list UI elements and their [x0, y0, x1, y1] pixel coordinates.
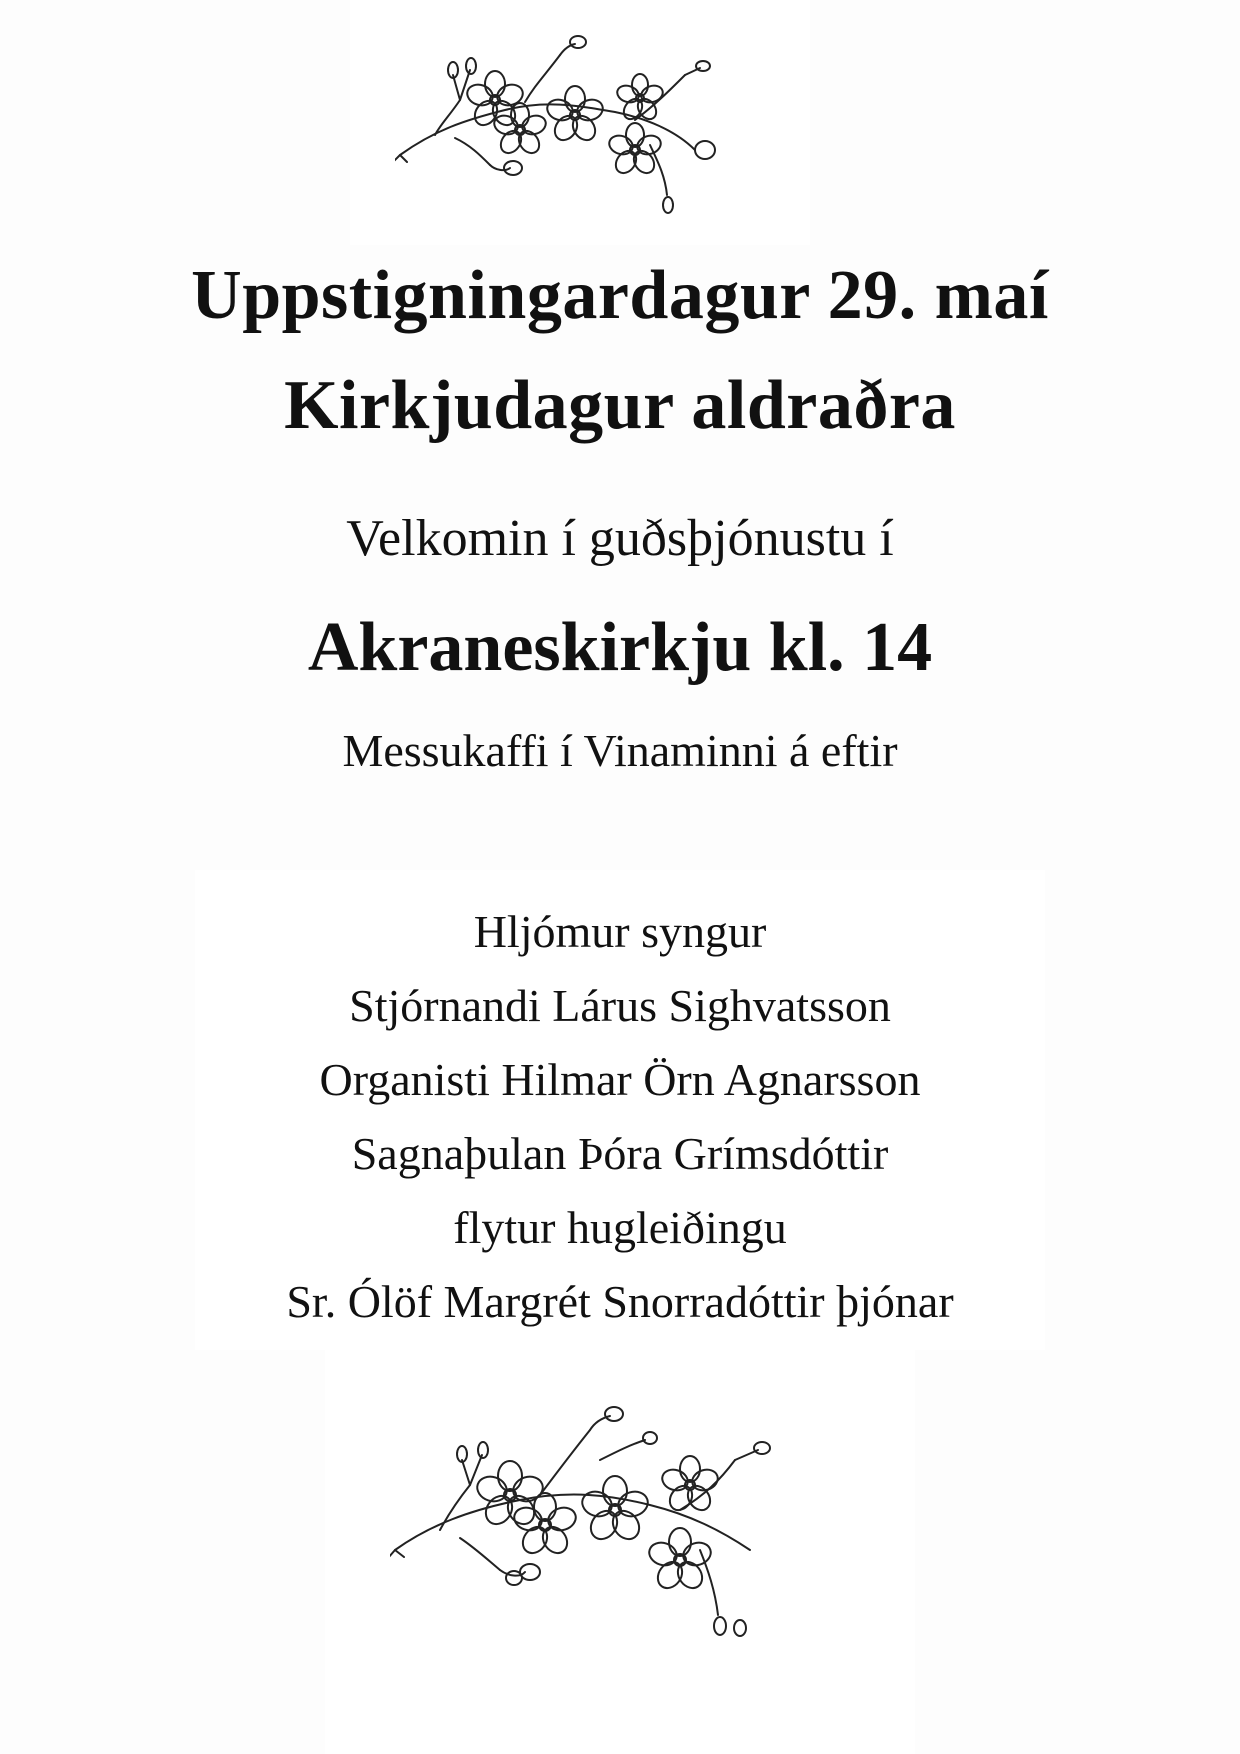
cherry-blossom-branch-icon	[390, 1400, 840, 1660]
cherry-blossom-branch-icon	[395, 30, 775, 235]
credit-line: Hljómur syngur	[473, 906, 767, 957]
credit-line: Sr. Ólöf Margrét Snorradóttir þjónar	[286, 1276, 954, 1327]
after-service-note: Messukaffi í Vinaminni á eftir	[342, 725, 898, 776]
credit-line: Organisti Hilmar Örn Agnarsson	[319, 1054, 921, 1105]
credit-line: Sagnaþulan Þóra Grímsdóttir	[351, 1128, 889, 1179]
welcome-text: Velkomin í guðsþjónustu í	[346, 510, 894, 567]
event-subtitle: Kirkjudagur aldraðra	[284, 367, 956, 444]
event-title: Uppstigningardagur 29. maí	[191, 257, 1049, 334]
credits-list	[0, 895, 1240, 1339]
credit-line: flytur hugleiðingu	[453, 1202, 787, 1253]
credit-line: Stjórnandi Lárus Sighvatsson	[349, 980, 891, 1031]
venue-time: Akraneskirkju kl. 14	[307, 609, 933, 686]
